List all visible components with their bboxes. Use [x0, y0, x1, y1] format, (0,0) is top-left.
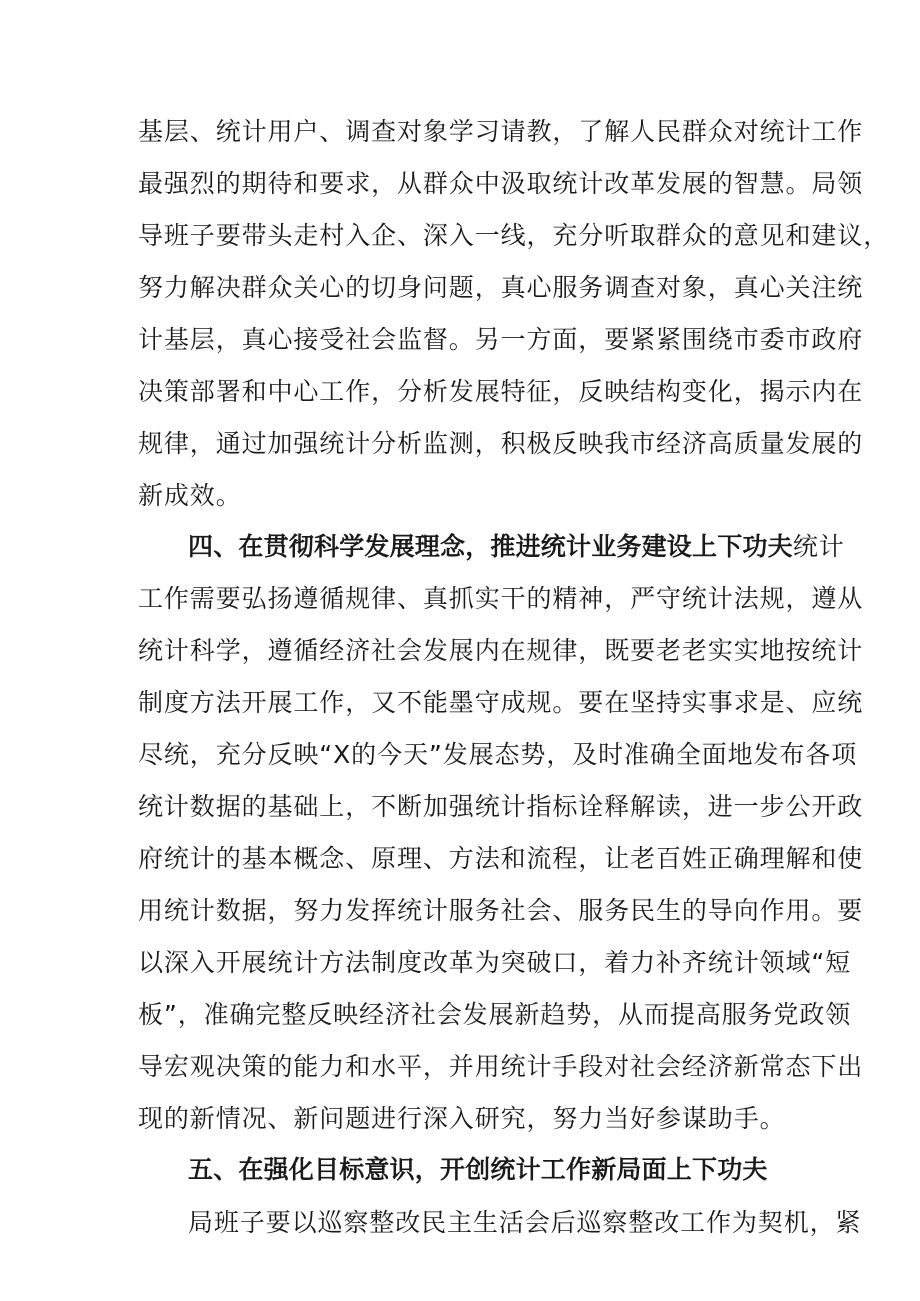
paragraph-line: 现的新情况、新问题进行深入研究，努力当好参谋助手。: [138, 1104, 786, 1133]
section-five-heading: 五、在强化目标意识，开创统计工作新局面上下功夫: [188, 1155, 768, 1184]
paragraph-line: 尽统，充分反映“X的今天”发展态势，及时准确全面地发布各项: [138, 740, 858, 769]
paragraph-line: 板”，准确完整反映经济社会发展新趋势，从而提高服务党政领: [138, 1000, 852, 1029]
paragraph-line: 努力解决群众关心的切身问题，真心服务调查对象，真心关注统: [138, 273, 864, 302]
paragraph-line: 导宏观决策的能力和水平，并用统计手段对社会经济新常态下出: [138, 1052, 864, 1081]
paragraph-line: 最强烈的期待和要求，从群众中汲取统计改革发展的智慧。局领: [138, 169, 864, 198]
section-four-heading: 四、在贯彻科学发展理念，推进统计业务建设上下功夫: [188, 532, 793, 561]
paragraph-line: 决策部署和中心工作，分析发展特征，反映结构变化，揭示内在: [138, 377, 864, 406]
section-four-heading-tail: 统计: [792, 532, 845, 561]
paragraph-line: 府统计的基本概念、原理、方法和流程，让老百姓正确理解和使: [138, 844, 864, 873]
paragraph-line: 规律，通过加强统计分析监测，积极反映我市经济高质量发展的: [138, 429, 864, 458]
paragraph-line: 制度方法开展工作，又不能墨守成规。要在坚持实事求是、应统: [138, 688, 864, 717]
paragraph-line: 基层、统计用户、调查对象学习请教，了解人民群众对统计工作: [138, 117, 864, 146]
paragraph-line: 以深入开展统计方法制度改革为突破口，着力补齐统计领域“短: [138, 948, 852, 977]
paragraph-line: 工作需要弘扬遵循规律、真抓实干的精神，严守统计法规，遵从: [138, 584, 864, 613]
paragraph-line: 统计数据的基础上，不断加强统计指标诠释解读，进一步公开政: [138, 792, 864, 821]
paragraph-line: 计基层，真心接受社会监督。另一方面，要紧紧围绕市委市政府: [138, 325, 864, 354]
section-five-first-line: 局班子要以巡察整改民主生活会后巡察整改工作为契机，紧: [188, 1208, 862, 1237]
paragraph-line: 新成效。: [138, 481, 242, 510]
paragraph-line: 统计科学，遵循经济社会发展内在规律，既要老老实实地按统计: [138, 636, 864, 665]
paragraph-line: 用统计数据，努力发挥统计服务社会、服务民生的导向作用。要: [138, 896, 864, 925]
paragraph-line: 导班子要带头走村入企、深入一线，充分听取群众的意见和建议，: [138, 221, 890, 250]
section-four-first-line: [188, 527, 845, 567]
